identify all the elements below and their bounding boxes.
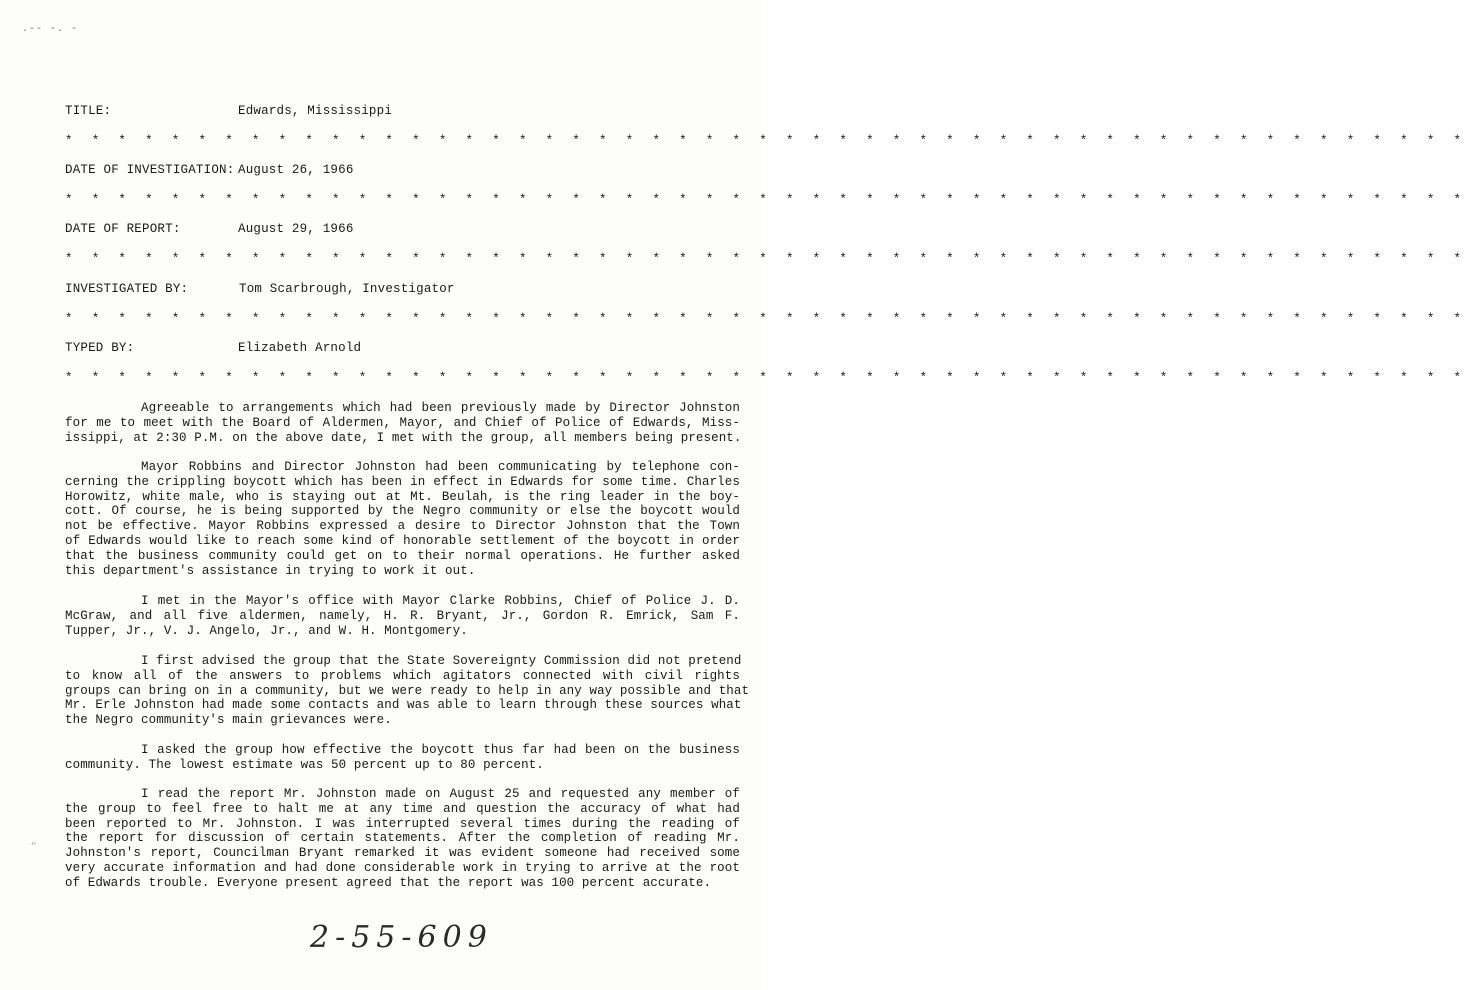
paragraph-line: the Negro community's main grievances were. [65,713,392,728]
paragraph-line: issippi, at 2:30 P.M. on the above date, I met with the group, all members being present. [65,430,742,445]
paragraph-line: not be effective. Mayor Robbins expressed a desire to Director Johnston that the Town [65,519,740,534]
margin-mark: ᵔ [30,840,38,854]
paragraph-line: I first advised the group that the State Sovereignty Commission did not pretend [141,654,742,668]
paragraph-4 [65,654,750,728]
paragraph-line: cott. Of course, he is being supported by the Negro community or else the boycott would [65,504,740,519]
paragraph-line: very accurate information and had done considerable work in trying to arrive at the root [65,860,740,875]
investigator-value: Tom Scarbrough, Investigator [239,282,455,296]
paragraph-line: cerning the crippling boycott which has been in effect in Edwards for some time. Charles [65,474,740,489]
typist-value: Elizabeth Arnold [238,341,362,355]
investigation-date-field [65,163,354,177]
paragraph-line: I asked the group how effective the boycott thus far had been on the business [141,743,740,757]
title-value: Edwards, Mississippi [238,104,393,118]
investigator-label: INVESTIGATED BY: [65,282,189,296]
report-date-value: August 29, 1966 [238,222,354,236]
paragraph-line: Horowitz, white male, who is staying out at Mt. Beulah, is the ring leader in the boy- [65,489,740,504]
investigation-date-label: DATE OF INVESTIGATION: [65,163,235,177]
paragraph-line: the group to feel free to halt me at any time and question the accuracy of what had [65,801,740,816]
title-field [65,104,393,118]
paragraph-line: community. The lowest estimate was 50 percent up to 80 percent. [65,757,544,772]
report-date-field [65,222,354,236]
paragraph-line: I met in the Mayor's office with Mayor Clarke Robbins, Chief of Police J. D. [141,594,740,608]
paragraph-line: the report for discussion of certain statements. After the completion of reading Mr. [65,831,740,846]
typist-label: TYPED BY: [65,341,135,355]
separator-line: * * * * * * * * * * * * * * * * * * * * * * * * * * * * * * * * * * * * * * * * * * * * * * * * * * * * * [65,252,1467,266]
paragraph-line: Mayor Robbins and Director Johnston had been communicating by telephone con- [141,460,740,474]
paragraph-line: to know all of the answers to problems which agitators connected with civil rights [65,668,740,683]
paragraph-line: that the business community could get on to their normal operations. He further asked [65,548,740,563]
paragraph-line: McGraw, and all five aldermen, namely, H. R. Bryant, Jr., Gordon R. Emrick, Sam F. [65,608,740,623]
margin-scribble: .-- -. - [22,24,79,35]
paragraph-line: Agreeable to arrangements which had been previously made by Director Johnston [141,401,740,415]
paragraph-line: groups can bring on in a community, but we were ready to help in any way possible and that [65,683,750,698]
paragraph-3 [65,594,740,638]
handwritten-document-number: 2-55-609 [310,920,493,955]
paragraph-line: been reported to Mr. Johnston. I was interrupted several times during the reading of [65,816,740,831]
investigator-field [65,282,455,296]
paragraph-line: this department's assistance in trying to work it out. [65,563,476,578]
investigation-date-value: August 26, 1966 [238,163,354,177]
paragraph-6 [65,787,740,891]
paragraph-line: Johnston's report, Councilman Bryant remarked it was evident someone had received some [65,846,740,861]
paragraph-1 [65,401,740,445]
paragraph-line: I read the report Mr. Johnston made on August 25 and requested any member of [141,787,740,801]
report-date-label: DATE OF REPORT: [65,222,181,236]
separator-line: * * * * * * * * * * * * * * * * * * * * * * * * * * * * * * * * * * * * * * * * * * * * * * * * * * * * * [65,371,1467,385]
paragraph-5 [65,743,740,773]
paragraph-line: of Edwards trouble. Everyone present agreed that the report was 100 percent accurate. [65,875,712,890]
paragraph-line: Tupper, Jr., V. J. Angelo, Jr., and W. H. Montgomery. [65,623,468,638]
title-label: TITLE: [65,104,112,118]
paragraph-line: of Edwards would like to reach some kind of honorable settlement of the boycott in order [65,533,740,548]
separator-line: * * * * * * * * * * * * * * * * * * * * * * * * * * * * * * * * * * * * * * * * * * * * * * * * * * * * * [65,134,1467,148]
paragraph-line: Mr. Erle Johnston had made some contacts and was able to learn through these sources what [65,698,742,713]
paragraph-2 [65,460,740,578]
separator-line: * * * * * * * * * * * * * * * * * * * * * * * * * * * * * * * * * * * * * * * * * * * * * * * * * * * * * [65,312,1467,326]
separator-line: * * * * * * * * * * * * * * * * * * * * * * * * * * * * * * * * * * * * * * * * * * * * * * * * * * * * * [65,193,1467,207]
paragraph-line: for me to meet with the Board of Aldermen, Mayor, and Chief of Police of Edwards, Miss- [65,415,740,430]
typist-field [65,341,362,355]
